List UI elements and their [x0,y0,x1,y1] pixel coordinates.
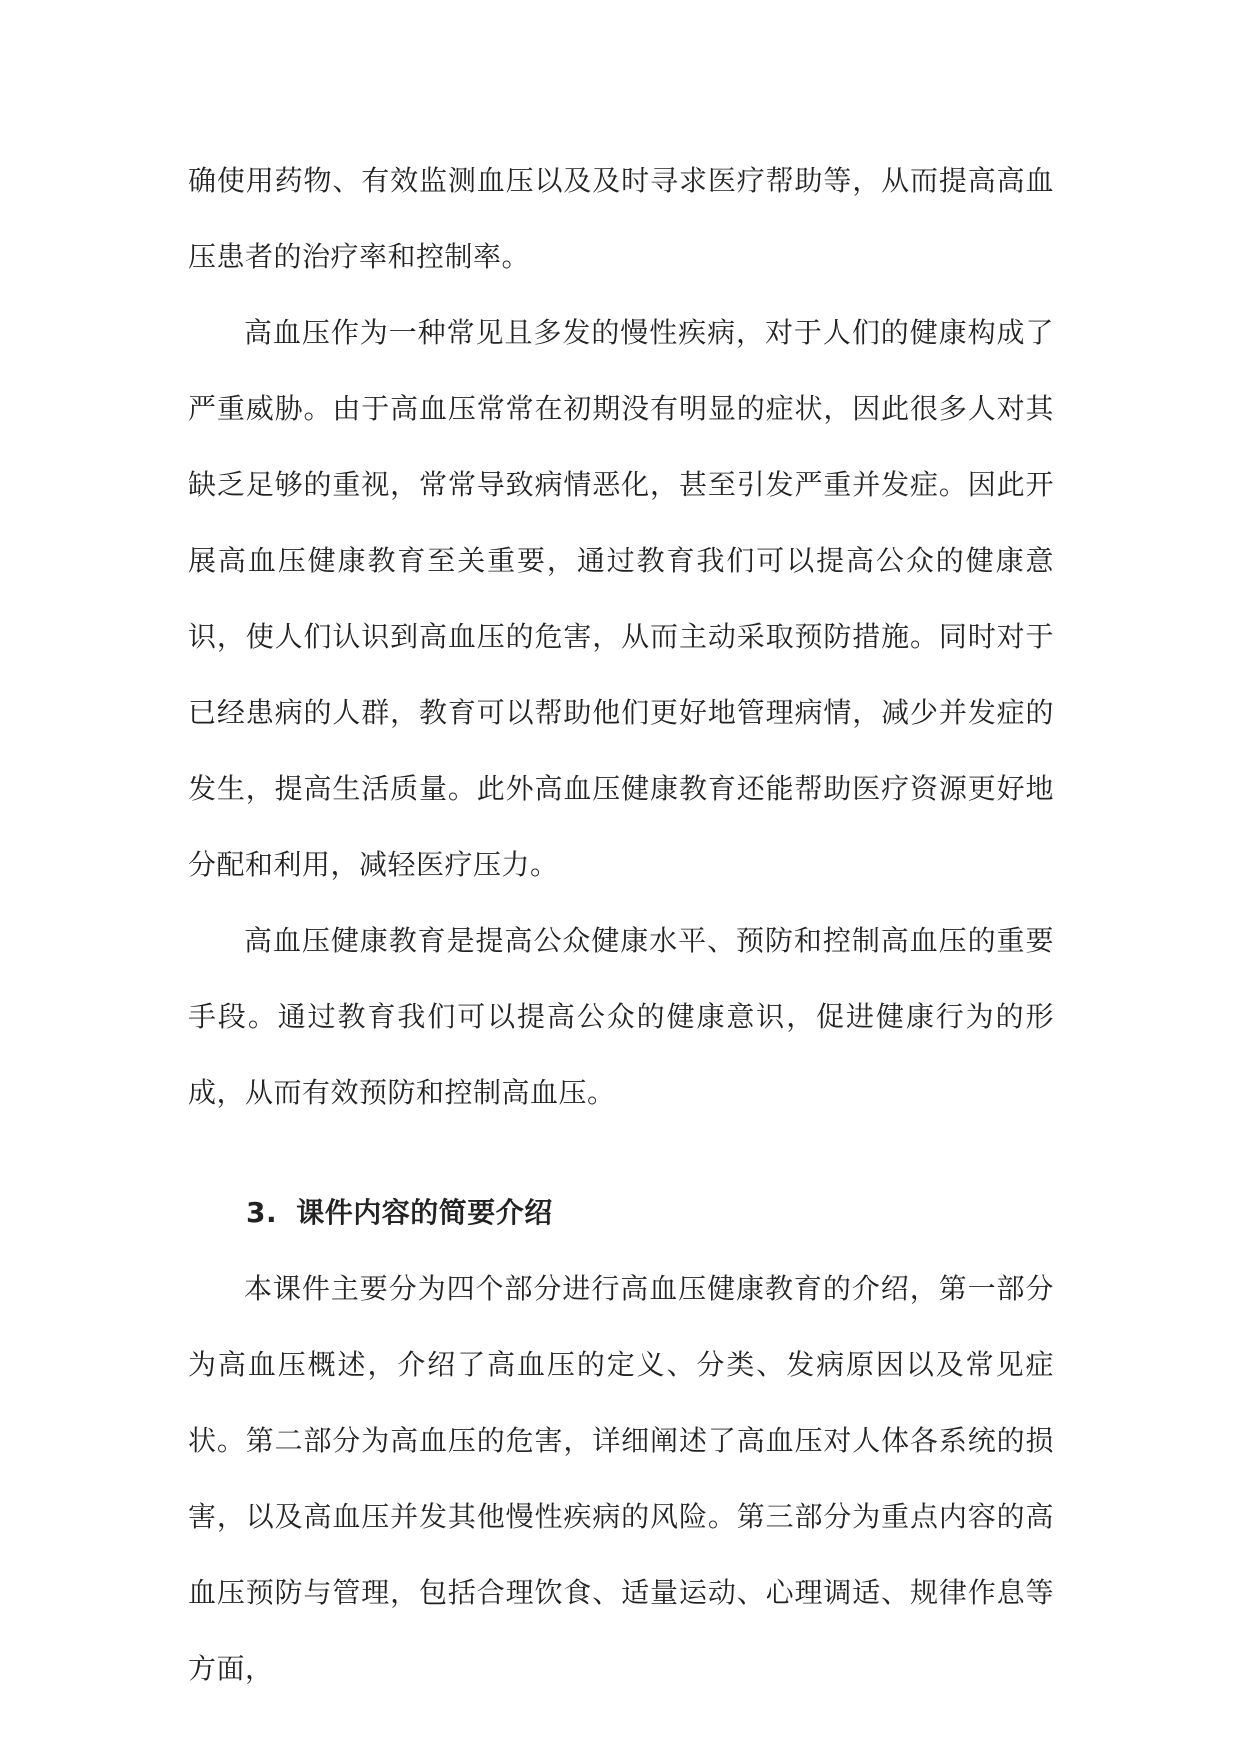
section-heading [188,1175,1054,1251]
paragraph-continued: 确使用药物、有效监测血压以及及时寻求医疗帮助等，从而提高高血压患者的治疗率和控制率。 [188,164,1054,273]
paragraph-courseware-intro: 本课件主要分为四个部分进行高血压健康教育的介绍，第一部分为高血压概述，介绍了高血压的定义、分类、发病原因以及常见症状。第二部分为高血压的危害，详细阐述了高血压对人体各系统的损害，以及高血压并发其他慢性疾病的风险。第三部分为重点内容的高血压预防与管理，包括合理饮食、适量运动、心理调适、规律作息等方面， [188,1272,1054,1685]
section-title: 课件内容的简要介绍 [296,1196,553,1229]
section-number: 3. [246,1196,278,1229]
paragraph-importance: 高血压作为一种常见且多发的慢性疾病，对于人们的健康构成了严重威胁。由于高血压常常在初期没有明显的症状，因此很多人对其缺乏足够的重视，常常导致病情恶化，甚至引发严重并发症。因此开展高血压健康教育至关重要，通过教育我们可以提高公众的健康意识，使人们认识到高血压的危害，从而主动采取预防措施。同时对于已经患病的人群，教育可以帮助他们更好地管理病情，减少并发症的发生，提高生活质量。此外高血压健康教育还能帮助医疗资源更好地分配和利用，减轻医疗压力。 [188,316,1054,881]
document-page [188,143,1054,1707]
paragraph-summary: 高血压健康教育是提高公众健康水平、预防和控制高血压的重要手段。通过教育我们可以提高公众的健康意识，促进健康行为的形成，从而有效预防和控制高血压。 [188,924,1054,1109]
